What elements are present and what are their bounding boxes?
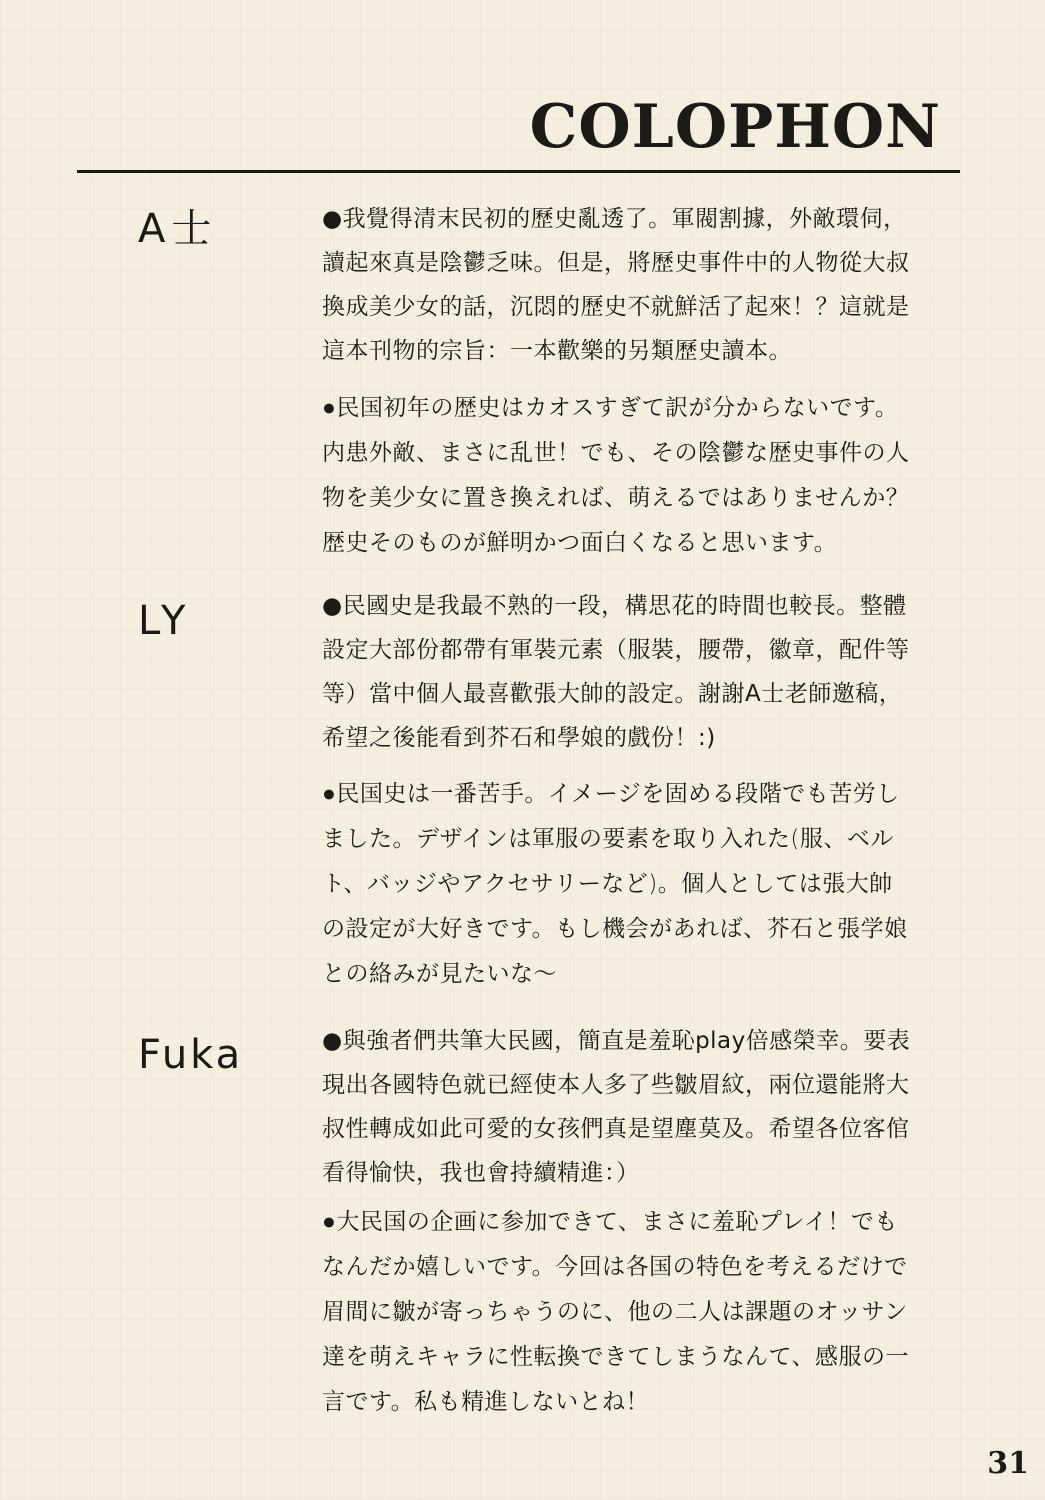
text-line: 這本刊物的宗旨：一本歡樂的另類歷史讀本。 <box>322 338 792 364</box>
text-line: 叔性轉成如此可愛的女孩們真是望塵莫及。希望各位客倌 <box>322 1116 910 1142</box>
text-line: ●大民国の企画に参加できて、まさに羞恥プレイ！でも <box>322 1209 898 1235</box>
author-name-fuka: Fuka <box>138 1032 244 1078</box>
text-line: 現出各國特色就已經使本人多了些皺眉紋，兩位還能將大 <box>322 1072 910 1098</box>
text-line: 看得愉快，我也會持續精進：） <box>322 1160 640 1186</box>
text-line: 物を美少女に置き換えれば、萌えるではありませんか？ <box>322 485 910 511</box>
text-line: 言です。私も精進しないとね！ <box>322 1389 650 1415</box>
comment-japanese-a-shi <box>322 386 952 566</box>
text-line: 設定大部份都帶有軍裝元素（服裝，腰帶，徽章，配件等 <box>322 637 910 663</box>
author-name-a-shi: A士 <box>138 206 218 252</box>
text-line: 希望之後能看到芥石和學娘的戲份！:) <box>322 725 716 751</box>
text-line: ●民国史は一番苦手。イメージを固める段階でも苦労し <box>322 781 900 807</box>
text-line: ●我覺得清末民初的歷史亂透了。軍閥割據，外敵環伺， <box>322 206 907 232</box>
text-line: ました。デザインは軍服の要素を取り入れた(服、ベル <box>322 826 894 852</box>
text-line: 換成美少女的話，沉悶的歷史不就鮮活了起來！？這就是 <box>322 294 910 320</box>
page-number: 31 <box>987 1446 1029 1481</box>
comment-chinese-a-shi <box>322 197 952 373</box>
text-line: 眉間に皺が寄っちゃうのに、他の二人は課題のオッサン <box>322 1299 908 1325</box>
title-divider <box>77 170 960 173</box>
comment-chinese-fuka <box>322 1019 952 1195</box>
text-line: 讀起來真是陰鬱乏味。但是，將歷史事件中的人物從大叔 <box>322 250 910 276</box>
comment-chinese-ly <box>322 584 952 760</box>
comment-japanese-fuka <box>322 1200 952 1425</box>
text-line: 達を萌えキャラに性転換できてしまうなんて、感服の一 <box>322 1344 910 1370</box>
text-line: ●與強者們共筆大民國，簡直是羞恥play倍感榮幸。要表 <box>322 1028 911 1054</box>
text-line: 内患外敵、まさに乱世！でも、その陰鬱な歴史事件の人 <box>322 440 910 466</box>
text-line: の設定が大好きです。もし機会があれば、芥石と張学娘 <box>322 916 908 942</box>
text-line: ●民國史是我最不熟的一段，構思花的時間也較長。整體 <box>322 593 907 619</box>
author-name-ly: LY <box>138 598 192 644</box>
text-line: ト、バッジやアクセサリーなど)。個人としては張大帥 <box>322 871 893 897</box>
text-line: 歴史そのものが鮮明かつ面白くなると思います。 <box>322 530 838 556</box>
text-line: 等）當中個人最喜歡張大帥的設定。謝謝A士老師邀稿， <box>322 681 903 707</box>
text-line: ●民国初年の歴史はカオスすぎて訳が分からないです。 <box>322 395 899 421</box>
text-line: との絡みが見たいな～ <box>322 961 557 987</box>
page-title: COLOPHON <box>529 92 941 162</box>
text-line: なんだか嬉しいです。今回は各国の特色を考えるだけで <box>322 1254 908 1280</box>
comment-japanese-ly <box>322 772 952 997</box>
